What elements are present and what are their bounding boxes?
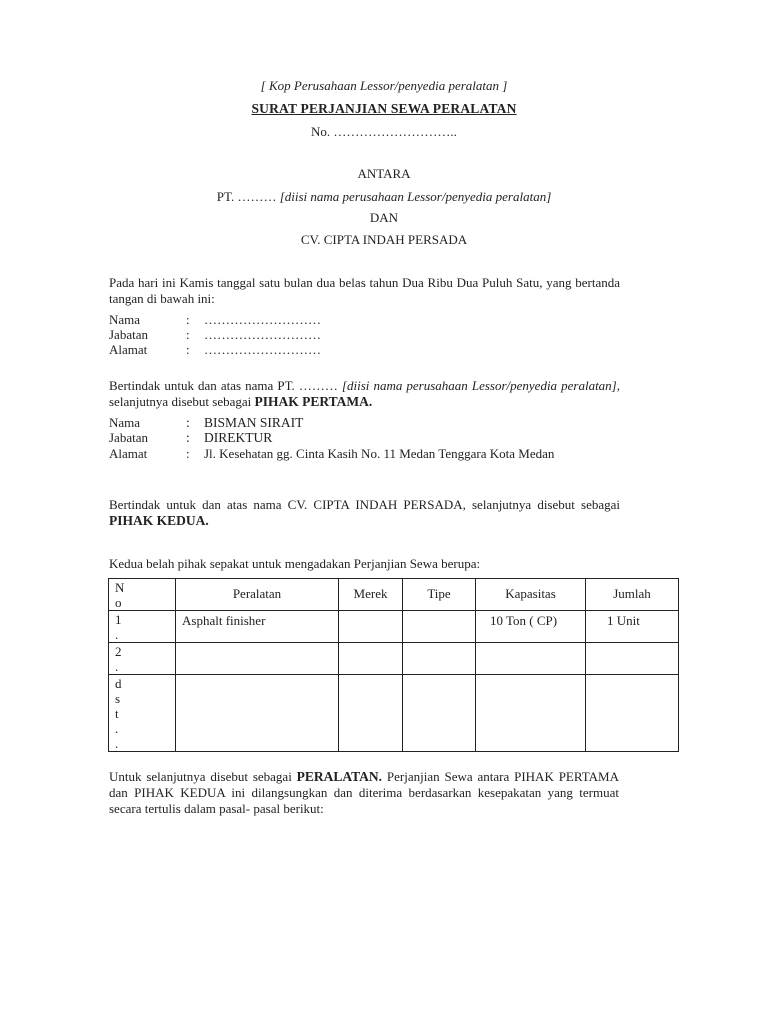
page-title: SURAT PERJANJIAN SEWA PERALATAN [251, 101, 517, 116]
cell-peralatan: Asphalt finisher [176, 611, 339, 643]
cell-no [109, 611, 176, 643]
header-peralatan: Peralatan [176, 579, 339, 611]
cell-peralatan [176, 675, 339, 752]
cell-tipe [403, 675, 476, 752]
header-kapasitas: Kapasitas [476, 579, 586, 611]
field-colon: : [186, 446, 190, 461]
party1-prefix: PT. ……… [216, 189, 280, 204]
field-value: Jl. Kesehatan gg. Cinta Kasih No. 11 Medan Tenggara Kota Medan [204, 446, 555, 461]
cell-no-char: . [115, 659, 119, 674]
field-colon: : [186, 312, 190, 327]
cell-no-char: . [115, 736, 119, 751]
cell-jumlah: 1 Unit [586, 611, 679, 643]
field-value: ……………………… [204, 327, 321, 342]
cell-no-char: s [115, 691, 121, 706]
cell-no-char: 1 [115, 612, 122, 627]
closing-bold: PERALATAN. [296, 769, 383, 784]
cell-no-char: 2 [115, 644, 122, 659]
field-colon: : [186, 342, 190, 357]
cell-kapasitas [476, 675, 586, 752]
table-header-row [109, 579, 679, 611]
header-merek: Merek [339, 579, 403, 611]
cell-no-char: . [115, 721, 119, 736]
field-value: ……………………… [204, 312, 321, 327]
closing-rest: Perjanjian Sewa antara PIHAK PERTAMA dan PIHAK KEDUA ini dilangsungkan dan diterima berdasarkan kesepakatan yang termuat secara tertulis dalam pasal- pasal berikut: [109, 769, 619, 816]
closing-paragraph [109, 769, 619, 817]
antara-heading: ANTARA [357, 166, 411, 181]
table-intro: Kedua belah pihak sepakat untuk mengadakan Perjanjian Sewa berupa: [109, 556, 481, 571]
field-colon: : [186, 327, 190, 342]
cell-peralatan [176, 643, 339, 675]
field-colon: : [186, 430, 190, 445]
cell-merek [339, 675, 403, 752]
cell-tipe [403, 611, 476, 643]
field-colon: : [186, 415, 190, 430]
cell-no-char: t [115, 706, 119, 721]
party2-para-bold: PIHAK KEDUA. [109, 513, 209, 528]
header-no-char: N [115, 580, 125, 595]
letterhead: [ Kop Perusahaan Lessor/penyedia peralatan ] [260, 78, 508, 93]
document-number: No. ……………………….. [311, 124, 457, 139]
cell-no-char: d [115, 676, 122, 691]
party1-placeholder: [diisi nama perusahaan Lessor/penyedia peralatan] [279, 189, 552, 204]
closing-prefix: Untuk selanjutnya disebut sebagai [109, 769, 297, 784]
party2-paragraph [109, 497, 620, 529]
party1-paragraph [109, 378, 620, 410]
table-row [109, 643, 679, 675]
field-label: Nama [109, 312, 141, 327]
party1-heading [0, 189, 768, 205]
header-jumlah: Jumlah [586, 579, 679, 611]
party1-para-bold: PIHAK PERTAMA. [254, 394, 373, 409]
field-label: Alamat [109, 342, 148, 357]
cell-merek [339, 643, 403, 675]
cell-merek [339, 611, 403, 643]
header-tipe: Tipe [403, 579, 476, 611]
party1-para-placeholder: [diisi nama perusahaan Lessor/penyedia peralatan], [341, 378, 620, 393]
cell-jumlah [586, 643, 679, 675]
field-label: Nama [109, 415, 141, 430]
cell-tipe [403, 643, 476, 675]
header-no-char: o [115, 595, 122, 610]
party1-para-middle: selanjutnya disebut sebagai [109, 394, 255, 409]
cell-kapasitas: 10 Ton ( CP) [476, 611, 586, 643]
party1-para-prefix: Bertindak untuk dan atas nama PT. ……… [109, 378, 342, 393]
intro-paragraph: Pada hari ini Kamis tanggal satu bulan dua belas tahun Dua Ribu Dua Puluh Satu, yang bertanda tangan di bawah ini: [109, 275, 620, 306]
dan-heading: DAN [369, 210, 399, 225]
field-label: Alamat [109, 446, 148, 461]
cell-jumlah [586, 675, 679, 752]
table-row [109, 611, 679, 643]
equipment-table [108, 578, 679, 752]
field-value: DIREKTUR [204, 430, 273, 445]
field-value: ……………………… [204, 342, 321, 357]
field-label: Jabatan [109, 430, 148, 445]
cell-no [109, 675, 176, 752]
cell-kapasitas [476, 643, 586, 675]
field-value: BISMAN SIRAIT [204, 415, 304, 430]
header-no [109, 579, 176, 611]
party2-heading: CV. CIPTA INDAH PERSADA [300, 232, 468, 247]
field-label: Jabatan [109, 327, 148, 342]
cell-no [109, 643, 176, 675]
table-row [109, 675, 679, 752]
party2-para-prefix: Bertindak untuk dan atas nama CV. CIPTA INDAH PERSADA, selanjutnya disebut sebagai [109, 497, 620, 512]
cell-no-char: . [115, 627, 119, 642]
